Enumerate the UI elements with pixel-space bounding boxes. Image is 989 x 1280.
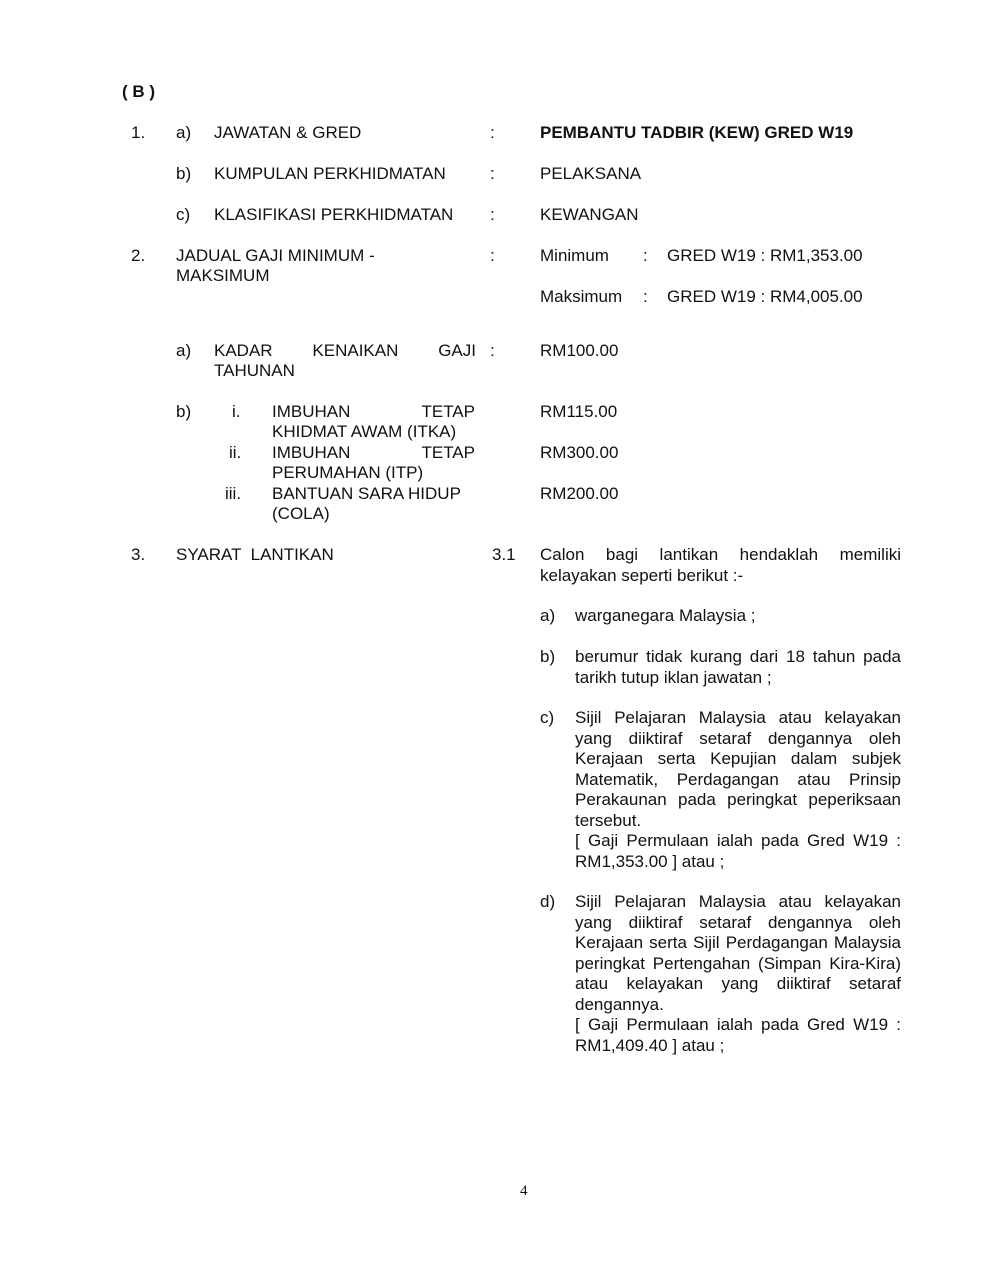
maksimum-label: Maksimum bbox=[540, 287, 623, 306]
minimum-colon: : bbox=[643, 246, 648, 265]
jawatan-gred-value: PEMBANTU TADBIR (KEW) GRED W19 bbox=[540, 123, 854, 142]
jadual-gaji-label-line1: JADUAL GAJI MINIMUM - bbox=[176, 246, 375, 265]
kadar-kenaikan-label-line2: TAHUNAN bbox=[214, 361, 295, 380]
jadual-gaji-label-line2: MAKSIMUM bbox=[176, 266, 270, 285]
item-1a-letter: a) bbox=[176, 123, 192, 142]
item-2a-colon: : bbox=[490, 341, 495, 360]
syarat-intro: Calon bagi lantikan hendaklah memiliki kelayakan seperti berikut :- bbox=[540, 545, 901, 585]
minimum-value: GRED W19 : RM1,353.00 bbox=[667, 246, 863, 265]
condition-a-letter: a) bbox=[540, 606, 556, 625]
item-1b-colon: : bbox=[490, 164, 495, 183]
kumpulan-perkhidmatan-value: PELAKSANA bbox=[540, 164, 642, 183]
kadar-kenaikan-label-line1: KADAR KENAIKAN GAJI bbox=[214, 341, 476, 360]
condition-a-text: warganegara Malaysia ; bbox=[575, 606, 756, 625]
condition-c-text: Sijil Pelajaran Malaysia atau kelayakan yang diiktiraf setaraf dengannya oleh Kerajaan serta Kepujian dalam subjek Matematik, Perdagangan atau Prinsip Perakaunan pada peringkat peperiksaan tersebut. bbox=[575, 708, 901, 830]
imbuhan-itka-line2: KHIDMAT AWAM (ITKA) bbox=[272, 422, 457, 441]
imbuhan-itp-roman: ii. bbox=[229, 443, 242, 462]
item-number-3: 3. bbox=[131, 545, 146, 564]
jadual-gaji-colon: : bbox=[490, 246, 495, 265]
condition-c-salary-note: [ Gaji Permulaan ialah pada Gred W19 : RM1,353.00 ] atau ; bbox=[575, 831, 901, 871]
imbuhan-itka-roman: i. bbox=[232, 402, 241, 421]
kadar-kenaikan-value: RM100.00 bbox=[540, 341, 619, 360]
bantuan-cola-value: RM200.00 bbox=[540, 484, 619, 503]
sub-number-3-1: 3.1 bbox=[492, 545, 516, 564]
page-number: 4 bbox=[520, 1183, 528, 1199]
kumpulan-perkhidmatan-label: KUMPULAN PERKHIDMATAN bbox=[214, 164, 446, 183]
minimum-label: Minimum bbox=[540, 246, 609, 265]
bantuan-cola-roman: iii. bbox=[225, 484, 242, 503]
condition-d-text: Sijil Pelajaran Malaysia atau kelayakan yang diiktiraf setaraf dengannya oleh Kerajaan serta Sijil Perdagangan Malaysia peringkat Pertengahan (Simpan Kira-Kira) atau kelayakan yang diiktiraf setaraf dengannya. bbox=[575, 892, 901, 1014]
item-1c-letter: c) bbox=[176, 205, 191, 224]
imbuhan-itp-line2: PERUMAHAN (ITP) bbox=[272, 463, 424, 482]
condition-d-letter: d) bbox=[540, 892, 556, 911]
syarat-lantikan-label: SYARAT LANTIKAN bbox=[176, 545, 334, 564]
bantuan-cola-line2: (COLA) bbox=[272, 504, 330, 523]
item-1a-colon: : bbox=[490, 123, 495, 142]
imbuhan-itka-value: RM115.00 bbox=[540, 402, 618, 421]
item-2b-letter: b) bbox=[176, 402, 192, 421]
item-number-2: 2. bbox=[131, 246, 146, 265]
klasifikasi-perkhidmatan-value: KEWANGAN bbox=[540, 205, 639, 224]
condition-c-letter: c) bbox=[540, 708, 555, 727]
condition-b-letter: b) bbox=[540, 647, 556, 666]
item-2a-letter: a) bbox=[176, 341, 192, 360]
imbuhan-itp-value: RM300.00 bbox=[540, 443, 619, 462]
jawatan-gred-label: JAWATAN & GRED bbox=[214, 123, 362, 142]
condition-b-text: berumur tidak kurang dari 18 tahun pada tarikh tutup iklan jawatan ; bbox=[575, 647, 901, 687]
condition-d-salary-note: [ Gaji Permulaan ialah pada Gred W19 : RM1,409.40 ] atau ; bbox=[575, 1015, 901, 1055]
imbuhan-itka-line1: IMBUHAN TETAP bbox=[272, 402, 475, 421]
item-1c-colon: : bbox=[490, 205, 495, 224]
item-1b-letter: b) bbox=[176, 164, 192, 183]
item-number-1: 1. bbox=[131, 123, 146, 142]
bantuan-cola-line1: BANTUAN SARA HIDUP bbox=[272, 484, 461, 503]
maksimum-colon: : bbox=[643, 287, 648, 306]
section-label: ( B ) bbox=[122, 82, 156, 101]
klasifikasi-perkhidmatan-label: KLASIFIKASI PERKHIDMATAN bbox=[214, 205, 454, 224]
maksimum-value: GRED W19 : RM4,005.00 bbox=[667, 287, 863, 306]
imbuhan-itp-line1: IMBUHAN TETAP bbox=[272, 443, 475, 462]
